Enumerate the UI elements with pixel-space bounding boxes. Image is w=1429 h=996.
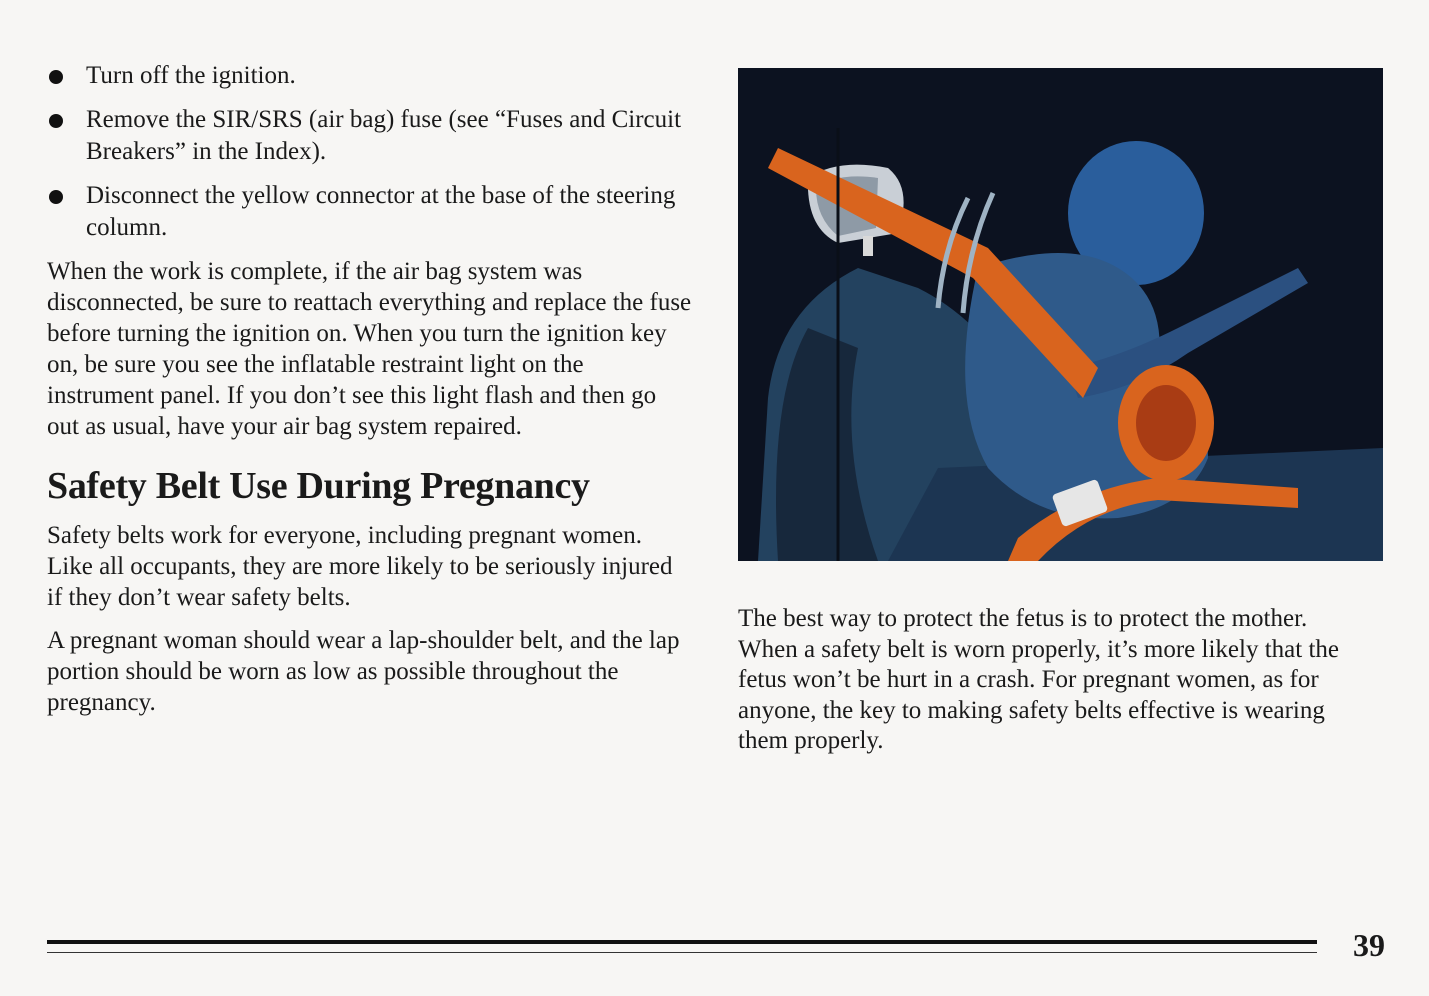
bullet-item: [47, 180, 692, 244]
procedure-bullet-list: [47, 60, 692, 244]
bullet-text: Remove the SIR/SRS (air bag) fuse (see “Fuses and Circuit Breakers” in the Index).: [86, 106, 682, 165]
bullet-dot-icon: [49, 190, 63, 204]
bullet-dot-icon: [49, 70, 63, 84]
fetus-inner-shape: [1136, 385, 1196, 461]
footer-rule-thin: [47, 952, 1317, 953]
bullet-item: [47, 60, 692, 92]
pregnancy-intro-paragraph: Safety belts work for everyone, including pregnant women. Like all occupants, they are more likely to be seriously injured if they don’t wear safety belts.: [47, 522, 673, 611]
bullet-dot-icon: [49, 114, 63, 128]
protect-fetus-paragraph: The best way to protect the fetus is to protect the mother. When a safety belt is worn properly, it’s more likely that the fetus won’t be hurt in a crash. For pregnant women, as for anyone, the key to making safety belts effective is wearing them properly.: [738, 605, 1339, 754]
bullet-text: Turn off the ignition.: [86, 62, 296, 89]
lap-shoulder-belt-paragraph: A pregnant woman should wear a lap-shoulder belt, and the lap portion should be worn as low as possible throughout the pregnancy.: [47, 627, 680, 716]
bullet-item: [47, 104, 692, 168]
footer-rule-thick: [47, 940, 1317, 944]
left-column: [47, 60, 692, 718]
right-column: [738, 68, 1383, 757]
airbag-reconnect-paragraph: When the work is complete, if the air bag system was disconnected, be sure to reattach everything and replace the fuse before turning the ignition on. When you turn the ignition key on, be sure you see the inflatable restraint light on the instrument panel. If you don’t see this light flash and then go out as usual, have your air bag system repaired.: [47, 258, 692, 440]
pregnant-woman-safety-belt-illustration: [738, 68, 1383, 561]
page-number: 39: [1353, 927, 1385, 963]
bullet-text: Disconnect the yellow connector at the base of the steering column.: [86, 182, 676, 241]
head-restraint-post: [863, 236, 873, 256]
section-heading: Safety Belt Use During Pregnancy: [47, 465, 590, 507]
